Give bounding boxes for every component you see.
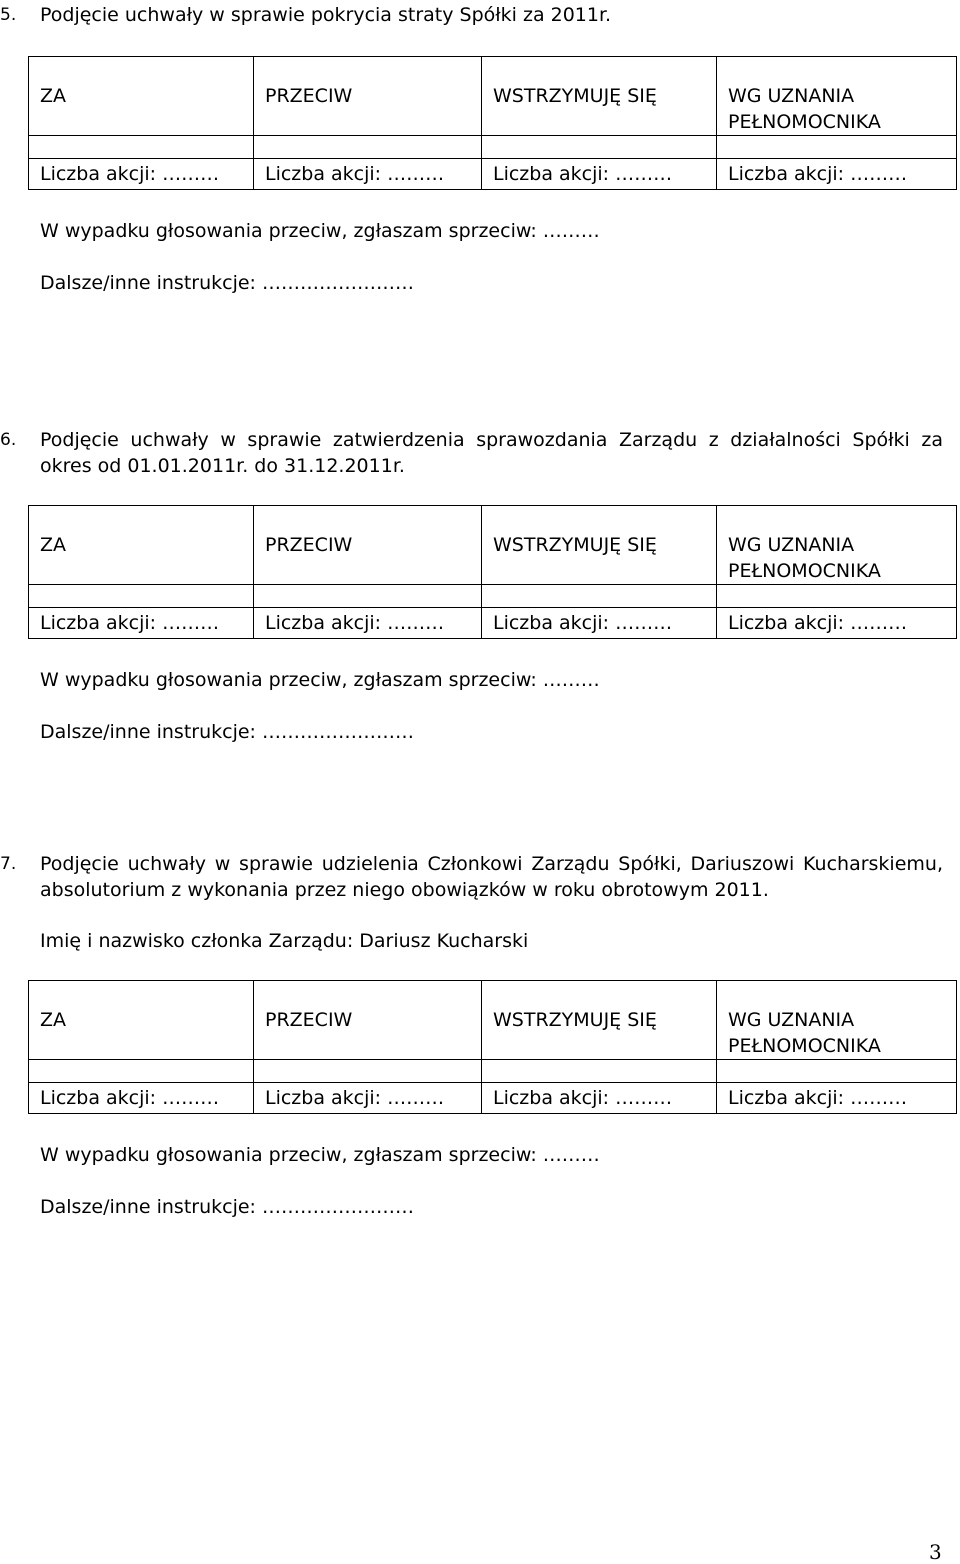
share-count-wg-uznania[interactable]: Liczba akcji: ……… xyxy=(717,608,957,639)
section-7-heading xyxy=(0,851,960,903)
option-za[interactable]: ZA xyxy=(29,506,254,585)
option-przeciw[interactable]: PRZECIW xyxy=(254,57,482,136)
board-member-name: Imię i nazwisko członka Zarządu: Dariusz Kucharski xyxy=(40,930,529,952)
section-title: Podjęcie uchwały w sprawie pokrycia straty Spółki za 2011r. xyxy=(40,4,612,26)
option-wstrzymuje[interactable]: WSTRZYMUJĘ SIĘ xyxy=(482,506,717,585)
section-title: Podjęcie uchwały w sprawie zatwierdzenia sprawozdania Zarządu z działalności Spółki za okres od 01.01.2011r. do 31.12.2011r. xyxy=(40,429,943,477)
option-wg-uznania[interactable]: WG UZNANIA PEŁNOMOCNIKA xyxy=(717,57,957,136)
share-count-za[interactable]: Liczba akcji: ……… xyxy=(29,159,254,190)
section-6-heading xyxy=(0,427,960,479)
vote-table xyxy=(28,505,957,639)
share-count-przeciw[interactable]: Liczba akcji: ……… xyxy=(254,1083,482,1114)
share-count-przeciw[interactable]: Liczba akcji: ……… xyxy=(254,159,482,190)
instructions-line[interactable]: Dalsze/inne instrukcje: …………………… xyxy=(40,272,414,294)
objection-line[interactable]: W wypadku głosowania przeciw, zgłaszam sprzeciw: ……… xyxy=(40,220,600,242)
instructions-line[interactable]: Dalsze/inne instrukcje: …………………… xyxy=(40,721,414,743)
instructions-line[interactable]: Dalsze/inne instrukcje: …………………… xyxy=(40,1196,414,1218)
section-number: 6. xyxy=(0,430,17,450)
page-number: 3 xyxy=(929,1540,942,1564)
objection-line[interactable]: W wypadku głosowania przeciw, zgłaszam sprzeciw: ……… xyxy=(40,669,600,691)
section-number: 5. xyxy=(0,5,17,25)
share-count-przeciw[interactable]: Liczba akcji: ……… xyxy=(254,608,482,639)
section-title: Podjęcie uchwały w sprawie udzielenia Członkowi Zarządu Spółki, Dariuszowi Kucharskiemu, absolutorium z wykonania przez niego obowiązków w roku obrotowym 2011. xyxy=(40,853,943,901)
option-wg-uznania[interactable]: WG UZNANIA PEŁNOMOCNIKA xyxy=(717,506,957,585)
share-count-wstrzymuje[interactable]: Liczba akcji: ……… xyxy=(482,608,717,639)
share-count-wg-uznania[interactable]: Liczba akcji: ……… xyxy=(717,1083,957,1114)
section-number: 7. xyxy=(0,854,17,874)
share-count-za[interactable]: Liczba akcji: ……… xyxy=(29,1083,254,1114)
option-za[interactable]: ZA xyxy=(29,57,254,136)
share-count-za[interactable]: Liczba akcji: ……… xyxy=(29,608,254,639)
vote-table xyxy=(28,980,957,1114)
objection-line[interactable]: W wypadku głosowania przeciw, zgłaszam sprzeciw: ……… xyxy=(40,1144,600,1166)
option-wg-uznania[interactable]: WG UZNANIA PEŁNOMOCNIKA xyxy=(717,981,957,1060)
share-count-wg-uznania[interactable]: Liczba akcji: ……… xyxy=(717,159,957,190)
option-wstrzymuje[interactable]: WSTRZYMUJĘ SIĘ xyxy=(482,981,717,1060)
option-za[interactable]: ZA xyxy=(29,981,254,1060)
share-count-wstrzymuje[interactable]: Liczba akcji: ……… xyxy=(482,159,717,190)
option-przeciw[interactable]: PRZECIW xyxy=(254,981,482,1060)
option-przeciw[interactable]: PRZECIW xyxy=(254,506,482,585)
section-5-heading xyxy=(0,2,960,28)
option-wstrzymuje[interactable]: WSTRZYMUJĘ SIĘ xyxy=(482,57,717,136)
share-count-wstrzymuje[interactable]: Liczba akcji: ……… xyxy=(482,1083,717,1114)
vote-table xyxy=(28,56,957,190)
